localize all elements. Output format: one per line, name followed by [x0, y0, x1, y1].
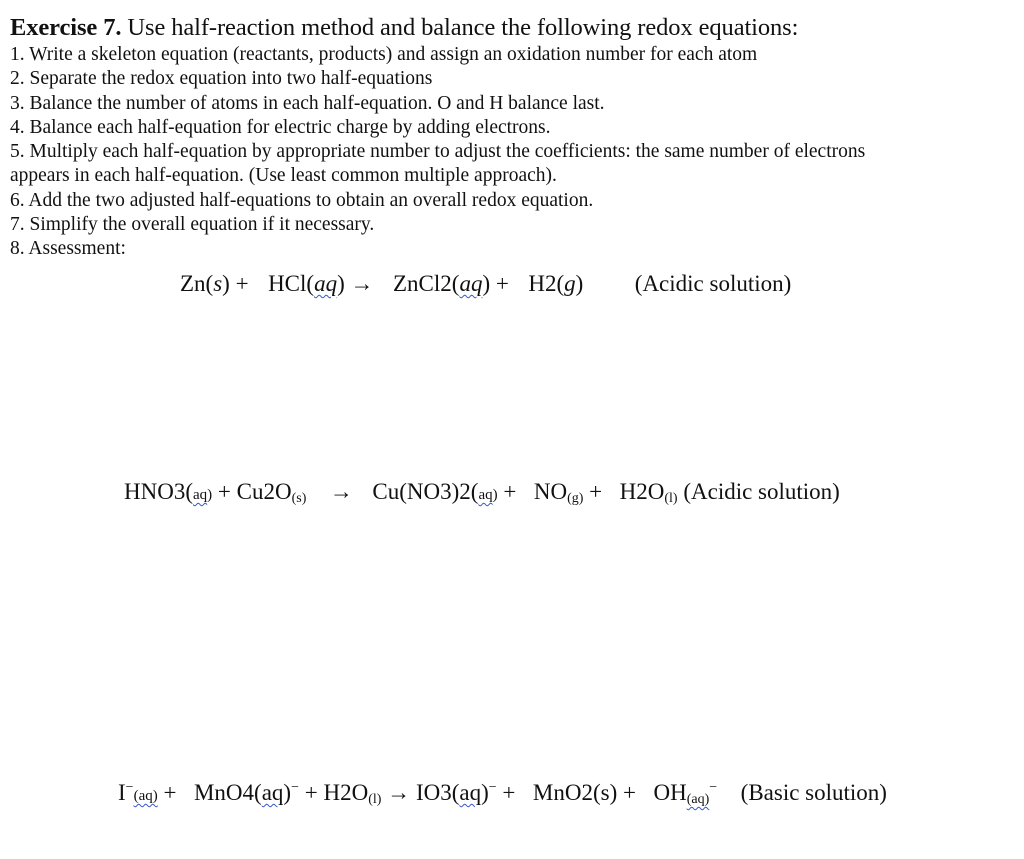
eq3-reactant-h2o: H2O [323, 780, 369, 805]
eq1-paren: ) [337, 271, 345, 296]
eq3-plus: + [304, 780, 318, 805]
eq3-paren: ) [481, 780, 489, 805]
eq3-state: (aq) [686, 792, 710, 807]
eq3-charge: − [291, 780, 299, 795]
exercise-instruction: Use half-reaction method and balance the following redox equations: [121, 14, 799, 41]
equation-3 [118, 780, 887, 808]
equation-2 [124, 479, 840, 507]
arrow-icon: → [350, 271, 374, 296]
eq2-state: (s) [291, 491, 307, 506]
eq1-state: aq [459, 271, 483, 296]
eq3-state: aq [459, 780, 482, 805]
eq2-state: aq [193, 487, 208, 503]
step-7: 7. Simplify the overall equation if it necessary. [10, 214, 375, 236]
eq2-product-no: NO [533, 479, 568, 504]
eq1-state: aq [314, 271, 338, 296]
eq1-paren: ) [575, 271, 584, 296]
eq3-state: aq [261, 780, 284, 805]
eq3-charge: − [709, 780, 718, 795]
eq1-product-h2: H2( [528, 271, 565, 296]
eq2-paren: ) [207, 487, 213, 503]
eq1-reactant-zn: Zn( [180, 271, 214, 296]
eq3-product-io3: IO3( [415, 780, 460, 805]
eq3-paren: ) [283, 780, 292, 805]
step-4: 4. Balance each half-equation for electric charge by adding electrons. [10, 116, 551, 138]
eq2-state: aq [478, 487, 493, 503]
step-5: 5. Multiply each half-equation by appropriate number to adjust the coefficients: the same number of electrons [10, 141, 866, 163]
eq3-charge: − [125, 780, 134, 795]
eq2-state: (l) [664, 491, 678, 506]
eq3-reactant-iodide: I [118, 780, 126, 805]
arrow-icon: → [387, 780, 411, 805]
eq1-condition: (Acidic solution) [634, 271, 792, 296]
eq3-condition: (Basic solution) [740, 780, 887, 805]
eq2-plus: + [589, 479, 603, 504]
eq3-reactant-mno4: MnO4( [193, 780, 262, 805]
step-5-continued: appears in each half-equation. (Use least common multiple approach). [10, 165, 557, 187]
eq1-plus: ) + [222, 271, 249, 296]
exercise-title [10, 14, 798, 42]
eq3-state: (l) [368, 792, 382, 807]
step-2: 2. Separate the redox equation into two half-equations [10, 68, 433, 90]
eq1-state: s [213, 271, 223, 296]
eq2-plus: + [217, 479, 231, 504]
eq2-product-cuno32: Cu(NO3)2( [372, 479, 479, 504]
eq2-product-h2o: H2O [619, 479, 665, 504]
step-3: 3. Balance the number of atoms in each half-equation. O and H balance last. [10, 92, 605, 114]
equation-1 [180, 271, 791, 297]
step-8: 8. Assessment: [10, 238, 126, 260]
eq2-condition: (Acidic solution) [683, 479, 840, 504]
eq3-product-oh: OH [653, 780, 687, 805]
steps-list [10, 43, 865, 262]
eq1-reactant-hcl: HCl( [268, 271, 315, 296]
eq1-plus: ) + [482, 271, 509, 296]
eq2-reactant-hno3: HNO3( [124, 479, 193, 504]
eq2-paren: ) [492, 487, 498, 503]
step-6: 6. Add the two adjusted half-equations to obtain an overall redox equation. [10, 189, 594, 211]
eq3-plus: + [623, 780, 636, 805]
eq3-product-mno2: MnO2(s) [532, 780, 618, 805]
eq2-plus: + [503, 479, 517, 504]
eq3-state: (aq) [133, 788, 158, 804]
exercise-number: Exercise 7. [10, 14, 122, 41]
eq1-state: g [564, 271, 576, 296]
eq3-plus: + [502, 780, 516, 805]
eq3-charge: − [488, 780, 497, 795]
eq2-state: (g) [567, 491, 584, 506]
eq3-plus: + [163, 780, 177, 805]
eq1-product-zncl2: ZnCl2( [392, 271, 460, 296]
step-1: 1. Write a skeleton equation (reactants, products) and assign an oxidation number for each atom [10, 44, 758, 65]
arrow-icon: → [329, 479, 353, 504]
eq2-reactant-cu2o: Cu2O [236, 479, 292, 504]
